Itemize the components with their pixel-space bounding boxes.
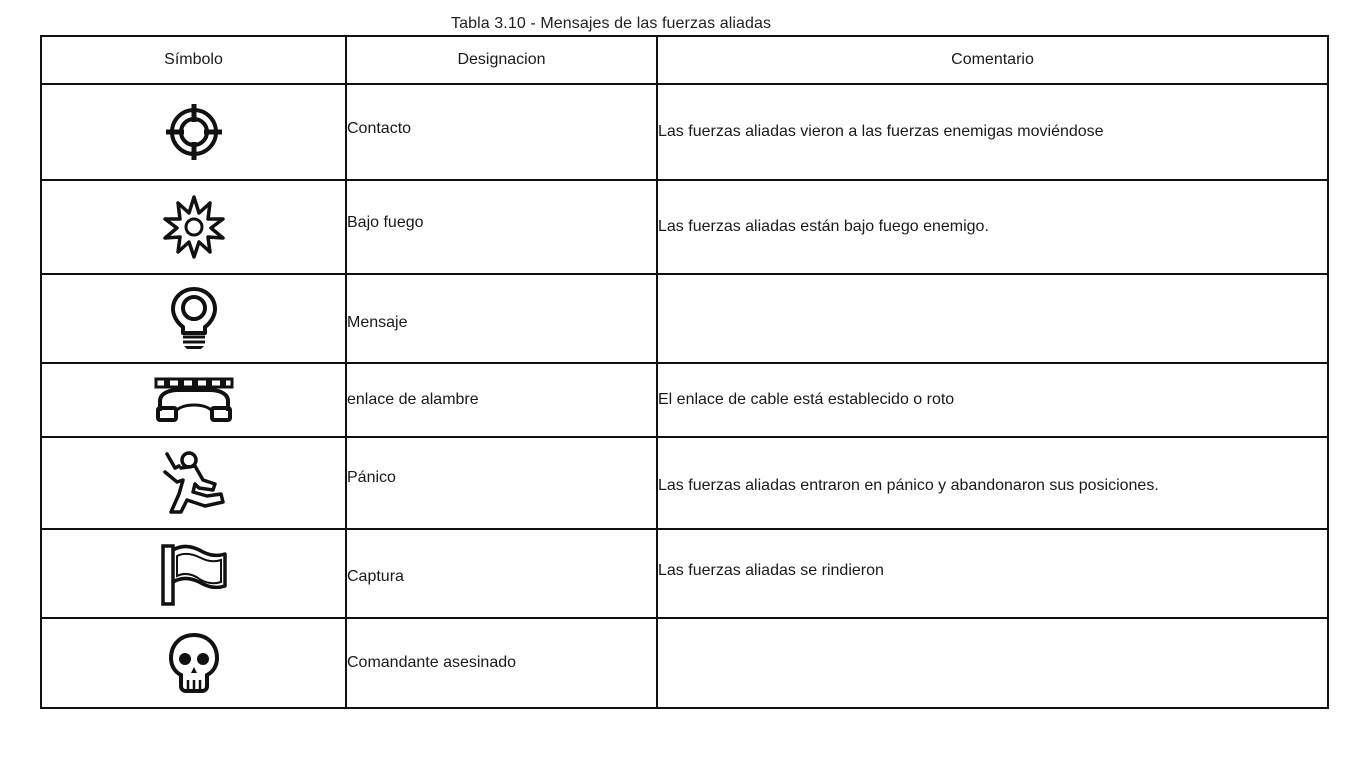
designation-cell: Contacto — [346, 84, 657, 180]
header-symbol: Símbolo — [41, 36, 346, 84]
designation-cell: Pánico — [346, 437, 657, 529]
designation-cell: Captura — [346, 529, 657, 618]
comment-cell — [657, 618, 1328, 708]
comment-cell: Las fuerzas aliadas entraron en pánico y abandonaron sus posiciones. — [657, 437, 1328, 529]
crosshair-icon — [42, 100, 345, 164]
header-designation: Designacion — [346, 36, 657, 84]
comment-cell: Las fuerzas aliadas se rindieron — [657, 529, 1328, 618]
designation-cell: enlace de alambre — [346, 363, 657, 437]
table-header-row — [41, 36, 1328, 84]
designation-cell: Bajo fuego — [346, 180, 657, 274]
telephone-icon — [42, 377, 345, 423]
allied-messages-table — [40, 35, 1329, 709]
comment-cell: El enlace de cable está establecido o roto — [657, 363, 1328, 437]
table-caption: Tabla 3.10 - Mensajes de las fuerzas aliadas — [451, 15, 772, 32]
table-row — [41, 437, 1328, 529]
lightbulb-icon — [42, 287, 345, 351]
comment-cell: Las fuerzas aliadas están bajo fuego enemigo. — [657, 180, 1328, 274]
table-row — [41, 529, 1328, 618]
comment-cell: Las fuerzas aliadas vieron a las fuerzas enemigas moviéndose — [657, 84, 1328, 180]
table-row — [41, 618, 1328, 708]
skull-icon — [42, 632, 345, 694]
header-comment: Comentario — [657, 36, 1328, 84]
designation-cell: Mensaje — [346, 274, 657, 363]
table-row — [41, 274, 1328, 363]
table-row — [41, 84, 1328, 180]
table-row — [41, 363, 1328, 437]
running-man-icon — [42, 450, 345, 516]
flag-icon — [42, 542, 345, 606]
comment-cell — [657, 274, 1328, 363]
designation-cell: Comandante asesinado — [346, 618, 657, 708]
table-row — [41, 180, 1328, 274]
explosion-icon — [42, 194, 345, 260]
